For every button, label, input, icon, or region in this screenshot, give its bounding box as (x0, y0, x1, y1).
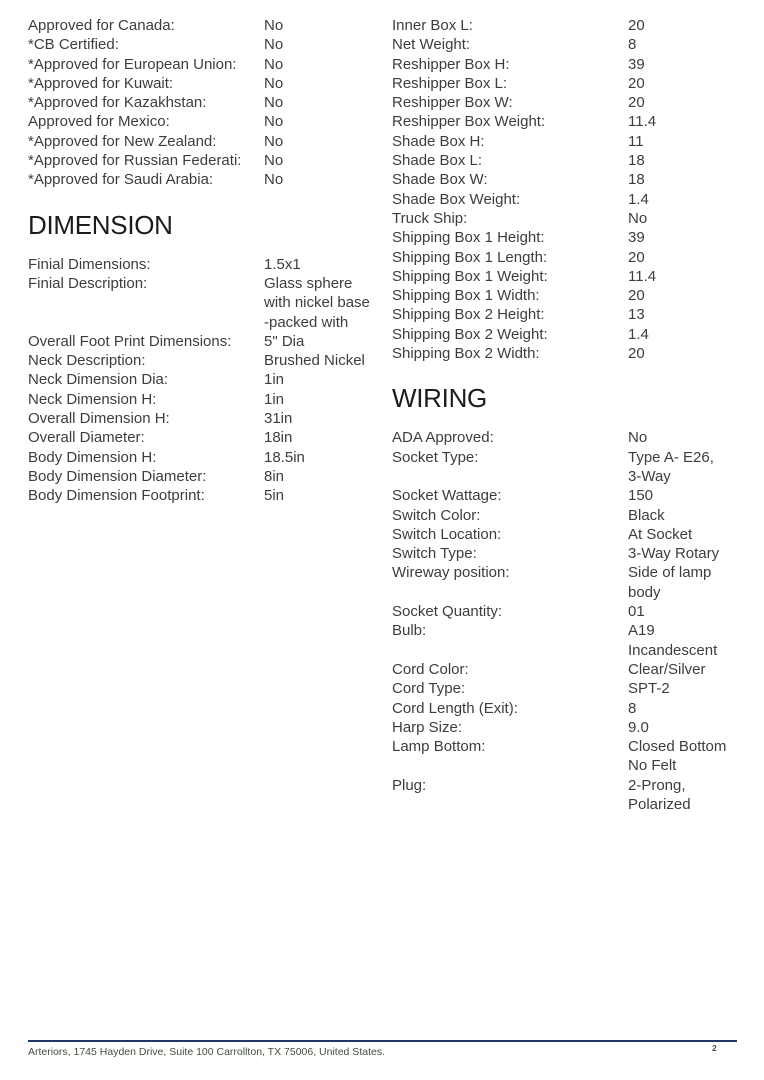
spec-label: Shade Box W: (392, 171, 488, 189)
spec-row (28, 170, 376, 189)
spec-value: Black (628, 506, 665, 524)
spec-row (392, 602, 738, 621)
spec-label: Socket Quantity: (392, 603, 503, 621)
spec-label: Shipping Box 1 Length: (392, 248, 548, 266)
spec-value: 20 (628, 94, 645, 112)
spec-value: No (264, 17, 284, 34)
spec-label: Overall Diameter: (28, 429, 145, 447)
spec-row (392, 563, 738, 602)
spec-value: 31in (264, 410, 293, 428)
spec-label: Body Dimension Footprint: (28, 487, 205, 505)
spec-row (392, 699, 738, 718)
spec-row (28, 35, 376, 54)
spec-label: Shipping Box 2 Weight: (392, 325, 548, 343)
spec-label: Reshipper Box W: (392, 94, 513, 112)
spec-row (28, 132, 376, 151)
spec-row (28, 409, 376, 428)
spec-row (28, 16, 376, 35)
spec-value: 20 (628, 345, 645, 363)
spec-label: Shade Box Weight: (392, 190, 521, 208)
spec-value: 39 (628, 55, 645, 73)
spec-value: 150 (628, 487, 654, 505)
spec-row (392, 190, 738, 209)
spec-row (392, 525, 738, 544)
spec-value: 18.5in (264, 448, 305, 466)
wiring-heading: WIRING (392, 383, 487, 414)
spec-label: Cord Length (Exit): (392, 699, 518, 717)
spec-value: 3-Way Rotary (628, 545, 720, 563)
spec-row (28, 428, 376, 447)
spec-row (28, 448, 376, 467)
spec-label: ADA Approved: (392, 429, 494, 447)
spec-label: Shipping Box 2 Width: (392, 345, 540, 363)
spec-value: 1in (264, 371, 285, 389)
spec-row (28, 93, 376, 112)
left-column (28, 16, 376, 506)
spec-row (392, 228, 738, 247)
spec-value: 18 (628, 152, 645, 170)
spec-label: Socket Wattage: (392, 487, 502, 505)
spec-row (28, 55, 376, 74)
spec-label: Neck Description: (28, 352, 146, 370)
spec-row (392, 248, 738, 267)
spec-label: *Approved for Russian Federati: (28, 152, 242, 170)
spec-label: Reshipper Box L: (392, 74, 508, 92)
spec-row (392, 621, 738, 660)
spec-row (392, 679, 738, 698)
spec-value: 11 (628, 132, 644, 150)
spec-value: 8 (628, 699, 637, 717)
spec-row (392, 74, 738, 93)
spec-label: Shipping Box 1 Width: (392, 287, 540, 305)
spec-row (392, 209, 738, 228)
spec-value: Clear/Silver (628, 660, 706, 678)
spec-label: Lamp Bottom: (392, 738, 486, 756)
spec-value: 20 (628, 287, 645, 305)
spec-row (28, 255, 376, 274)
spec-row (392, 267, 738, 286)
spec-row (392, 93, 738, 112)
spec-label: Approved for Mexico: (28, 113, 170, 131)
spec-label: Wireway position: (392, 564, 510, 582)
spec-row (392, 718, 738, 737)
spec-value: 18in (264, 429, 293, 447)
spec-value: No (264, 94, 284, 112)
spec-value: 1.4 (628, 190, 649, 208)
spec-row (392, 428, 738, 447)
spec-row (392, 344, 738, 363)
spec-value: No (264, 132, 284, 150)
spec-label: *CB Certified: (28, 36, 119, 54)
spec-value: 20 (628, 248, 645, 266)
spec-label: Finial Description: (28, 274, 148, 292)
spec-value: 1.4 (628, 325, 649, 343)
spec-value: 9.0 (628, 718, 649, 736)
spec-label: Reshipper Box H: (392, 55, 510, 73)
spec-label: Switch Type: (392, 545, 477, 563)
spec-value: 11.4 (628, 113, 657, 131)
spec-value: No (264, 113, 284, 131)
spec-row (392, 325, 738, 344)
spec-value: 1.5x1 (264, 255, 301, 273)
spec-row (28, 332, 376, 351)
spec-value: 5" Dia (264, 332, 305, 350)
spec-row (392, 486, 738, 505)
section-shipping (392, 16, 738, 363)
spec-value: Closed Bottom No Felt (628, 738, 727, 775)
spec-row (392, 286, 738, 305)
spec-value: Type A- E26, 3-Way (628, 448, 714, 485)
spec-value: 5in (264, 487, 285, 505)
section-wiring (392, 428, 738, 814)
spec-row (392, 305, 738, 324)
spec-value: 11.4 (628, 267, 657, 285)
spec-row (392, 544, 738, 563)
spec-label: Neck Dimension Dia: (28, 371, 169, 389)
spec-row (392, 448, 738, 487)
spec-value: Brushed Nickel (264, 352, 365, 370)
spec-row (392, 737, 738, 776)
spec-label: Overall Dimension H: (28, 410, 170, 428)
spec-label: Harp Size: (392, 718, 463, 736)
spec-row (28, 74, 376, 93)
spec-value: 2-Prong, Polarized (628, 776, 691, 813)
spec-label: *Approved for Kazakhstan: (28, 94, 207, 112)
dimension-heading: DIMENSION (28, 209, 173, 240)
spec-row (392, 170, 738, 189)
spec-value: 1in (264, 390, 285, 408)
spec-value: Side of lamp body (628, 564, 712, 601)
spec-value: No (264, 152, 284, 170)
spec-value: No (264, 171, 284, 189)
spec-value: 13 (628, 306, 645, 324)
spec-row (392, 660, 738, 679)
spec-label: Body Dimension Diameter: (28, 467, 207, 485)
spec-value: No (264, 36, 284, 54)
spec-value: No (264, 74, 284, 92)
spec-row (392, 35, 738, 54)
spec-label: Truck Ship: (392, 209, 468, 227)
spec-label: Shade Box H: (392, 132, 485, 150)
spec-label: Socket Type: (392, 448, 479, 466)
spec-label: *Approved for European Union: (28, 55, 237, 73)
section-dimension (28, 255, 376, 506)
spec-label: Neck Dimension H: (28, 390, 157, 408)
spec-label: Switch Location: (392, 525, 502, 543)
spec-value: 20 (628, 74, 645, 92)
spec-row (392, 55, 738, 74)
spec-row (392, 16, 738, 35)
spec-label: Bulb: (392, 622, 427, 640)
spec-label: Body Dimension H: (28, 448, 157, 466)
page-number: 2 (712, 1043, 717, 1053)
right-column (392, 16, 738, 814)
spec-value: Glass sphere with nickel base -packed with (264, 274, 370, 331)
spec-row (28, 351, 376, 370)
section-approvals (28, 16, 376, 190)
spec-value: At Socket (628, 525, 693, 543)
spec-row (392, 132, 738, 151)
spec-row (392, 506, 738, 525)
spec-label: Shade Box L: (392, 152, 483, 170)
footer-divider (28, 1040, 737, 1042)
spec-value: 8in (264, 467, 285, 485)
spec-label: Shipping Box 2 Height: (392, 306, 545, 324)
spec-label: Cord Color: (392, 660, 469, 678)
spec-label: *Approved for New Zealand: (28, 132, 217, 150)
spec-value: No (628, 209, 648, 227)
spec-label: Reshipper Box Weight: (392, 113, 546, 131)
spec-label: Net Weight: (392, 36, 471, 54)
spec-label: Finial Dimensions: (28, 255, 151, 273)
spec-value: 39 (628, 229, 645, 247)
spec-value: 18 (628, 171, 645, 189)
spec-label: *Approved for Kuwait: (28, 74, 174, 92)
spec-label: Plug: (392, 776, 427, 794)
spec-label: *Approved for Saudi Arabia: (28, 171, 214, 189)
spec-value: SPT-2 (628, 680, 670, 698)
spec-row (28, 151, 376, 170)
spec-label: Cord Type: (392, 680, 466, 698)
spec-row (28, 370, 376, 389)
spec-label: Inner Box L: (392, 17, 473, 34)
spec-label: Switch Color: (392, 506, 481, 524)
spec-label: Shipping Box 1 Weight: (392, 267, 548, 285)
spec-row (28, 274, 376, 332)
spec-row (28, 390, 376, 409)
spec-row (392, 151, 738, 170)
spec-label: Approved for Canada: (28, 17, 175, 34)
spec-value: 01 (628, 603, 645, 621)
spec-row (392, 112, 738, 131)
spec-row (28, 112, 376, 131)
spec-value: No (264, 55, 284, 73)
spec-row (28, 486, 376, 505)
spec-value: A19 Incandescent (628, 622, 718, 659)
spec-row (28, 467, 376, 486)
spec-value: 8 (628, 36, 637, 54)
footer-address: Arteriors, 1745 Hayden Drive, Suite 100 Carrollton, TX 75006, United States. (28, 1046, 385, 1058)
spec-value: No (628, 429, 648, 447)
spec-row (392, 776, 738, 815)
spec-label: Shipping Box 1 Height: (392, 229, 545, 247)
spec-value: 20 (628, 17, 645, 34)
spec-label: Overall Foot Print Dimensions: (28, 332, 232, 350)
